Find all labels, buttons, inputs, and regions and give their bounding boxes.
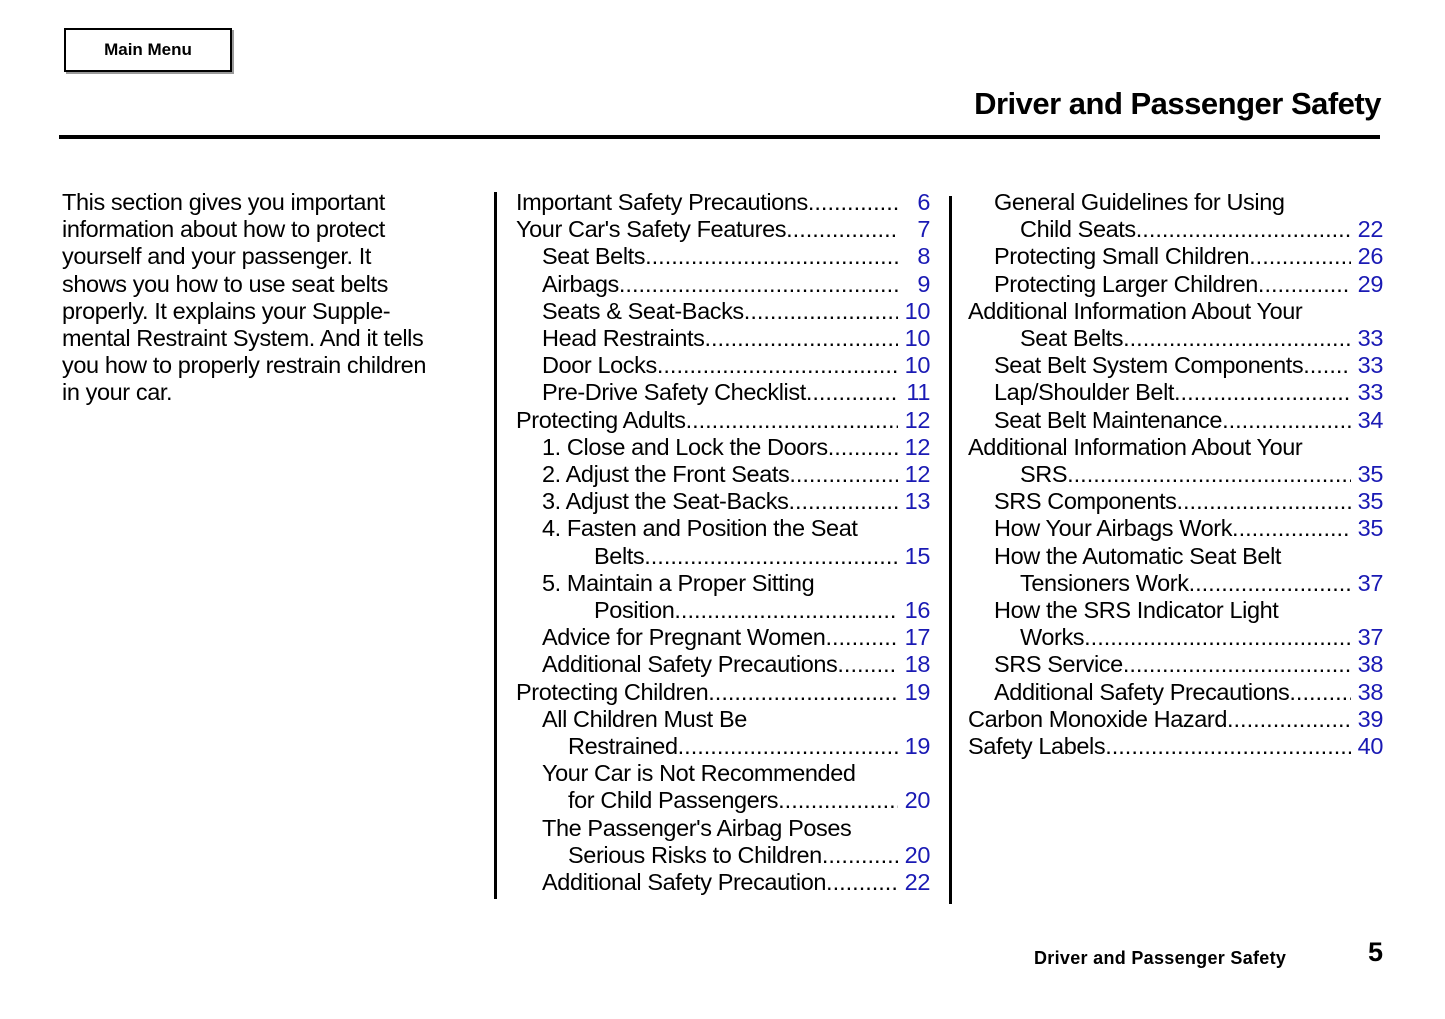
dot-leader: [837, 651, 898, 678]
toc-entry[interactable]: [968, 216, 1383, 243]
dot-leader: [708, 679, 898, 706]
toc-page-link[interactable]: 10: [904, 325, 930, 352]
dot-leader: [1067, 461, 1351, 488]
toc-entry[interactable]: [968, 651, 1383, 678]
toc-entry[interactable]: [516, 271, 930, 298]
toc-page-link[interactable]: 35: [1357, 461, 1383, 488]
toc-entry-label: How the SRS Indicator Light: [994, 597, 1279, 624]
toc-entry-label: Additional Information About Your: [968, 433, 1303, 460]
intro-line: mental Restraint System. And it tells: [62, 325, 424, 352]
dot-leader: [645, 243, 898, 270]
intro-line: information about how to protect: [62, 216, 385, 243]
toc-page-link[interactable]: 37: [1357, 624, 1383, 651]
toc-page-link[interactable]: 16: [904, 597, 930, 624]
toc-entry-label: Safety Labels: [968, 733, 1106, 760]
toc-entry[interactable]: [968, 243, 1383, 270]
toc-entry[interactable]: [516, 597, 930, 624]
dot-leader: [705, 325, 899, 352]
toc-page-link[interactable]: 12: [904, 406, 930, 433]
dot-leader: [1232, 515, 1351, 542]
intro-line: This section gives you important: [62, 189, 385, 215]
toc-page-link[interactable]: 6: [917, 189, 930, 215]
toc-entry-label: Advice for Pregnant Women: [542, 624, 826, 651]
toc-page-link[interactable]: 12: [904, 461, 930, 488]
toc-page-link[interactable]: 38: [1357, 651, 1383, 678]
dot-leader: [1084, 624, 1351, 651]
toc-page-link[interactable]: 20: [904, 841, 930, 868]
toc-entry-label: General Guidelines for Using: [994, 189, 1285, 215]
title-divider: [59, 135, 1380, 139]
toc-entry-label: 1. Close and Lock the Doors: [542, 433, 828, 460]
toc-entry[interactable]: [968, 733, 1383, 760]
toc-entry-label: Additional Information About Your: [968, 297, 1303, 324]
dot-leader: [828, 434, 898, 461]
toc-entry-label: 5. Maintain a Proper Sitting: [542, 569, 815, 596]
toc-entry-label: Seat Belt Maintenance: [994, 406, 1223, 433]
dot-leader: [619, 271, 898, 298]
toc-entry[interactable]: [968, 271, 1383, 298]
toc-entry-label: Protecting Adults: [516, 406, 686, 433]
toc-page-link[interactable]: 19: [904, 678, 930, 705]
toc-entry[interactable]: [516, 352, 930, 379]
toc-entry[interactable]: [516, 706, 930, 733]
toc-entry-label: 2. Adjust the Front Seats: [542, 461, 790, 488]
toc-page-link[interactable]: 35: [1357, 488, 1383, 515]
dot-leader: [1174, 379, 1351, 406]
toc-page-link[interactable]: 20: [904, 787, 930, 814]
toc-page-link[interactable]: 7: [917, 216, 930, 243]
toc-page-link[interactable]: 38: [1357, 678, 1383, 705]
toc-page-link[interactable]: 10: [904, 297, 930, 324]
toc-entry[interactable]: [516, 651, 930, 678]
toc-entry[interactable]: [516, 570, 930, 597]
toc-entry-label: The Passenger's Airbag Poses: [542, 814, 852, 841]
dot-leader: [644, 543, 898, 570]
dot-leader: [1258, 271, 1351, 298]
dot-leader: [1189, 570, 1351, 597]
toc-entry[interactable]: [968, 515, 1383, 542]
toc-entry[interactable]: [516, 379, 930, 406]
toc-entry[interactable]: [968, 679, 1383, 706]
toc-entry[interactable]: [968, 407, 1383, 434]
toc-entry[interactable]: [516, 407, 930, 434]
toc-entry[interactable]: [516, 434, 930, 461]
toc-entry[interactable]: [516, 515, 930, 542]
intro-paragraph: [62, 189, 492, 407]
toc-entry[interactable]: [968, 597, 1383, 624]
toc-entry[interactable]: [968, 624, 1383, 651]
dot-leader: [806, 379, 898, 406]
toc-entry-label: Protecting Larger Children: [994, 270, 1258, 297]
dot-leader: [822, 842, 898, 869]
toc-entry-label: Seat Belts: [1020, 325, 1124, 352]
toc-entry[interactable]: [516, 787, 930, 814]
dot-leader: [788, 488, 898, 515]
toc-entry-label: Restrained: [568, 733, 678, 760]
toc-entry[interactable]: [516, 461, 930, 488]
toc-page-link[interactable]: 29: [1357, 270, 1383, 297]
toc-entry[interactable]: [968, 298, 1383, 325]
toc-entry-label: Additional Safety Precautions: [994, 678, 1290, 705]
toc-entry[interactable]: [516, 243, 930, 270]
page-number: 5: [1368, 937, 1384, 967]
toc-entry-label: Head Restraints: [542, 325, 705, 352]
dot-leader: [744, 298, 898, 325]
toc-page-link[interactable]: 18: [904, 651, 930, 678]
toc-page-link[interactable]: 10: [904, 352, 930, 379]
toc-page-link[interactable]: 33: [1357, 352, 1383, 379]
toc-entry-label: SRS: [1020, 461, 1068, 488]
toc-entry-label: Position: [594, 597, 675, 624]
toc-page-link[interactable]: 34: [1357, 406, 1383, 433]
toc-page-link[interactable]: 12: [904, 433, 930, 460]
toc-entry[interactable]: [516, 842, 930, 869]
toc-entry-label: Additional Safety Precautions: [542, 651, 838, 678]
toc-entry[interactable]: [516, 298, 930, 325]
dot-leader: [686, 407, 898, 434]
toc-entry[interactable]: [516, 679, 930, 706]
dot-leader: [778, 787, 898, 814]
dot-leader: [1136, 216, 1351, 243]
dot-leader: [825, 624, 898, 651]
toc-entry[interactable]: [516, 488, 930, 515]
toc-entry-label: Child Seats: [1020, 216, 1136, 243]
toc-page-link[interactable]: 35: [1357, 515, 1383, 542]
page-title: Driver and Passenger Safety: [974, 86, 1381, 121]
dot-leader: [1123, 651, 1351, 678]
toc-page-link[interactable]: 37: [1357, 569, 1383, 596]
toc-page-link[interactable]: 22: [1357, 216, 1383, 243]
toc-page-link[interactable]: 15: [904, 542, 930, 569]
dot-leader: [678, 733, 898, 760]
toc-column-1: [516, 189, 930, 896]
toc-entry[interactable]: [516, 216, 930, 243]
toc-page-link[interactable]: 9: [917, 270, 930, 297]
toc-entry-label: Protecting Small Children: [994, 243, 1250, 270]
toc-entry[interactable]: [968, 543, 1383, 570]
toc-page-link[interactable]: 33: [1357, 325, 1383, 352]
dot-leader: [657, 352, 898, 379]
toc-entry-label: Your Car's Safety Features: [516, 216, 787, 243]
toc-entry[interactable]: [516, 543, 930, 570]
toc-entry-label: Serious Risks to Children: [568, 841, 822, 868]
dot-leader: [1177, 488, 1352, 515]
toc-page-link[interactable]: 39: [1357, 705, 1383, 732]
dot-leader: [789, 461, 898, 488]
dot-leader: [1227, 706, 1351, 733]
toc-page-link[interactable]: 26: [1357, 243, 1383, 270]
intro-line: you how to properly restrain children: [62, 352, 427, 379]
toc-entry[interactable]: [968, 189, 1383, 216]
dot-leader: [1249, 243, 1351, 270]
toc-entry-label: Additional Safety Precaution: [542, 869, 827, 896]
toc-page-link[interactable]: 8: [917, 243, 930, 270]
toc-entry-label: Your Car is Not Recommended: [542, 760, 856, 787]
dot-leader: [1105, 733, 1351, 760]
column-divider-left: [494, 192, 497, 899]
toc-entry-label: Seat Belt System Components: [994, 352, 1304, 379]
toc-entry-label: Door Locks: [542, 352, 657, 379]
toc-entry-label: All Children Must Be: [542, 705, 747, 732]
toc-entry-label: Lap/Shoulder Belt: [994, 379, 1175, 406]
toc-page-link[interactable]: 22: [904, 869, 930, 896]
toc-entry-label: How Your Airbags Work: [994, 515, 1233, 542]
toc-entry-label: Pre-Drive Safety Checklist: [542, 379, 806, 406]
toc-entry-label: Tensioners Work: [1020, 569, 1189, 596]
toc-entry-label: 4. Fasten and Position the Seat: [542, 515, 858, 542]
toc-entry[interactable]: [968, 434, 1383, 461]
toc-entry[interactable]: [516, 760, 930, 787]
toc-entry[interactable]: [968, 488, 1383, 515]
toc-entry[interactable]: [516, 869, 930, 896]
footer-section-title: Driver and Passenger Safety: [1034, 948, 1287, 968]
toc-entry-label: Important Safety Precautions: [516, 189, 808, 215]
toc-entry-label: Works: [1020, 624, 1085, 651]
toc-entry[interactable]: [968, 461, 1383, 488]
dot-leader: [786, 216, 898, 243]
intro-line: properly. It explains your Supple-: [62, 297, 391, 324]
toc-entry-label: for Child Passengers: [568, 787, 779, 814]
toc-entry-label: Airbags: [542, 270, 619, 297]
dot-leader: [1303, 352, 1351, 379]
toc-column-2: [968, 189, 1383, 760]
toc-entry-label: Protecting Children: [516, 678, 709, 705]
toc-entry[interactable]: [516, 733, 930, 760]
dot-leader: [1222, 407, 1351, 434]
intro-line: yourself and your passenger. It: [62, 243, 371, 270]
toc-entry[interactable]: [968, 325, 1383, 352]
toc-entry[interactable]: [968, 706, 1383, 733]
dot-leader: [826, 869, 898, 896]
intro-line: in your car.: [62, 379, 173, 406]
dot-leader: [674, 597, 898, 624]
toc-entry-label: SRS Components: [994, 488, 1177, 515]
toc-entry-label: SRS Service: [994, 651, 1123, 678]
main-menu-button[interactable]: Main Menu: [64, 28, 232, 72]
toc-page-link[interactable]: 11: [906, 379, 930, 406]
dot-leader: [1289, 679, 1351, 706]
column-divider-right: [949, 196, 952, 904]
toc-entry[interactable]: [968, 379, 1383, 406]
toc-entry-label: Belts: [594, 542, 645, 569]
toc-entry-label: How the Automatic Seat Belt: [994, 542, 1282, 569]
dot-leader: [1123, 325, 1351, 352]
toc-entry[interactable]: [516, 624, 930, 651]
toc-page-link[interactable]: 17: [904, 624, 930, 651]
toc-entry[interactable]: [516, 815, 930, 842]
toc-entry[interactable]: [968, 570, 1383, 597]
toc-entry[interactable]: [516, 189, 930, 216]
toc-page-link[interactable]: 13: [904, 488, 930, 515]
toc-entry-label: Seat Belts: [542, 243, 646, 270]
toc-page-link[interactable]: 19: [904, 733, 930, 760]
toc-entry-label: Carbon Monoxide Hazard: [968, 705, 1227, 732]
toc-entry-label: 3. Adjust the Seat-Backs: [542, 488, 789, 515]
intro-line: shows you how to use seat belts: [62, 270, 388, 297]
toc-page-link[interactable]: 40: [1357, 733, 1383, 760]
toc-entry[interactable]: [516, 325, 930, 352]
toc-page-link[interactable]: 33: [1357, 379, 1383, 406]
toc-entry[interactable]: [968, 352, 1383, 379]
dot-leader: [808, 189, 898, 216]
toc-entry-label: Seats & Seat-Backs: [542, 297, 744, 324]
